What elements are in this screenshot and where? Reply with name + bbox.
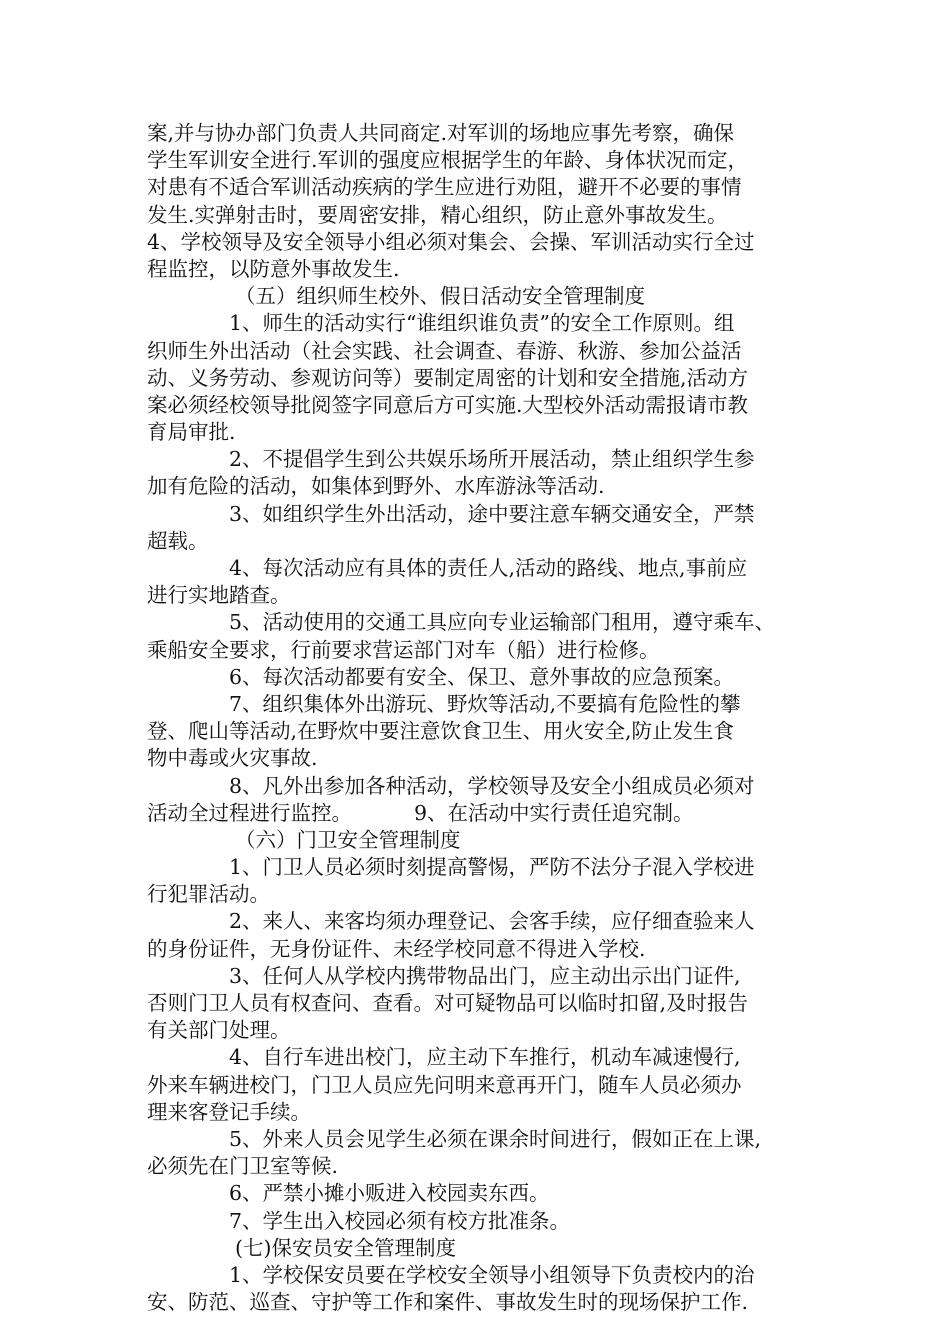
text-line: 登、爬山等活动,在野炊中要注意饮食卫生、用火安全,防止发生食 [147, 719, 735, 744]
text-line: 物中毒或火灾事故. [147, 746, 318, 771]
text-line: 加有危险的活动，如集体到野外、水库游泳等活动. [147, 474, 605, 499]
text-line: 案必须经校领导批阅签字同意后方可实施.大型校外活动需报请市教 [147, 392, 749, 417]
text-line: 外来车辆进校门，门卫人员应先问明来意再开门，随车人员必须办 [147, 1072, 742, 1097]
text-line: 进行实地踏查。 [147, 583, 291, 608]
text-line: 育局审批. [147, 420, 236, 445]
text-line: 2、不提倡学生到公共娱乐场所开展活动，禁止组织学生参 [229, 447, 755, 472]
document-body [147, 120, 817, 1316]
text-line: 3、如组织学生外出活动，途中要注意车辆交通安全，严禁 [229, 501, 755, 526]
text-line: 7、学生出入校园必须有校方批准条。 [229, 1208, 571, 1233]
text-line: 程监控，以防意外事故发生. [147, 256, 400, 281]
text-line: 1、门卫人员必须时刻提高警惕，严防不法分子混入学校进 [229, 855, 755, 880]
text-line: 织师生外出活动（社会实践、社会调查、春游、秋游、参加公益活 [147, 338, 742, 363]
section-heading: （五）组织师生校外、假日活动安全管理制度 [235, 284, 645, 309]
text-line: 行犯罪活动。 [147, 882, 270, 907]
text-line: 6、每次活动都要有安全、保卫、意外事故的应急预案。 [229, 664, 735, 689]
text-line: 5、外来人员会见学生必须在课余时间进行，假如正在上课, [229, 1126, 762, 1151]
text-line: 2、来人、来客均须办理登记、会客手续，应仔细查验来人 [229, 909, 755, 934]
text-line: 1、学校保安员要在学校安全领导小组领导下负责校内的治 [229, 1262, 755, 1287]
text-line: 1、师生的活动实行“谁组织谁负责”的安全工作原则。组 [229, 311, 735, 336]
text-line: 7、组织集体外出游玩、野炊等活动,不要搞有危险性的攀 [229, 691, 741, 716]
text-line: 乘船安全要求，行前要求营运部门对车（船）进行检修。 [147, 637, 660, 662]
text-line: 理来客登记手续。 [147, 1099, 311, 1124]
text-line: 有关部门处理。 [147, 1018, 291, 1043]
text-line: 8、凡外出参加各种活动，学校领导及安全小组成员必须对 [229, 773, 755, 798]
text-line: 否则门卫人员有权查问、查看。对可疑物品可以临时扣留,及时报告 [147, 991, 749, 1015]
text-fragment: 活动全过程进行监控。 [147, 800, 352, 825]
section-heading: （六）门卫安全管理制度 [235, 827, 461, 852]
section-heading: (七)保安员安全管理制度 [235, 1235, 456, 1260]
text-line: 安、防范、巡查、守护等工作和案件、事故发生时的现场保护工作. [147, 1290, 749, 1315]
text-line: 3、任何人从学校内携带物品出门，应主动出示出门证件, [229, 963, 741, 988]
text-fragment: 9、在活动中实行责任追究制。 [414, 800, 694, 825]
text-line: 6、严禁小摊小贩进入校园卖东西。 [229, 1181, 550, 1206]
text-line: 4、学校领导及安全领导小组必须对集会、会操、军训活动实行全过 [147, 229, 755, 254]
text-line: 4、每次活动应有具体的责任人,活动的路线、地点,事前应 [229, 556, 748, 580]
text-line: 5、活动使用的交通工具应向专业运输部门租用，遵守乘车、 [229, 610, 776, 635]
text-line: 对患有不适合军训活动疾病的学生应进行劝阻，避开不必要的事情 [147, 175, 742, 200]
text-line: 4、自行车进出校门，应主动下车推行，机动车减速慢行, [229, 1045, 741, 1070]
text-line: 超载。 [147, 528, 209, 553]
text-line: 必须先在门卫室等候. [147, 1154, 339, 1179]
text-line: 发生.实弹射击时，要周密安排，精心组织，防止意外事故发生。 [147, 202, 728, 227]
text-line: 的身份证件，无身份证件、未经学校同意不得进入学校. [147, 936, 646, 961]
text-line: 学生军训安全进行.军训的强度应根据学生的年龄、身体状况而定， [147, 148, 749, 173]
text-line-combined [147, 800, 817, 827]
text-line: 动、义务劳动、参观访问等）要制定周密的计划和安全措施,活动方 [147, 365, 749, 390]
text-line: 案,并与协办部门负责人共同商定.对军训的场地应事先考察，确保 [147, 121, 735, 145]
